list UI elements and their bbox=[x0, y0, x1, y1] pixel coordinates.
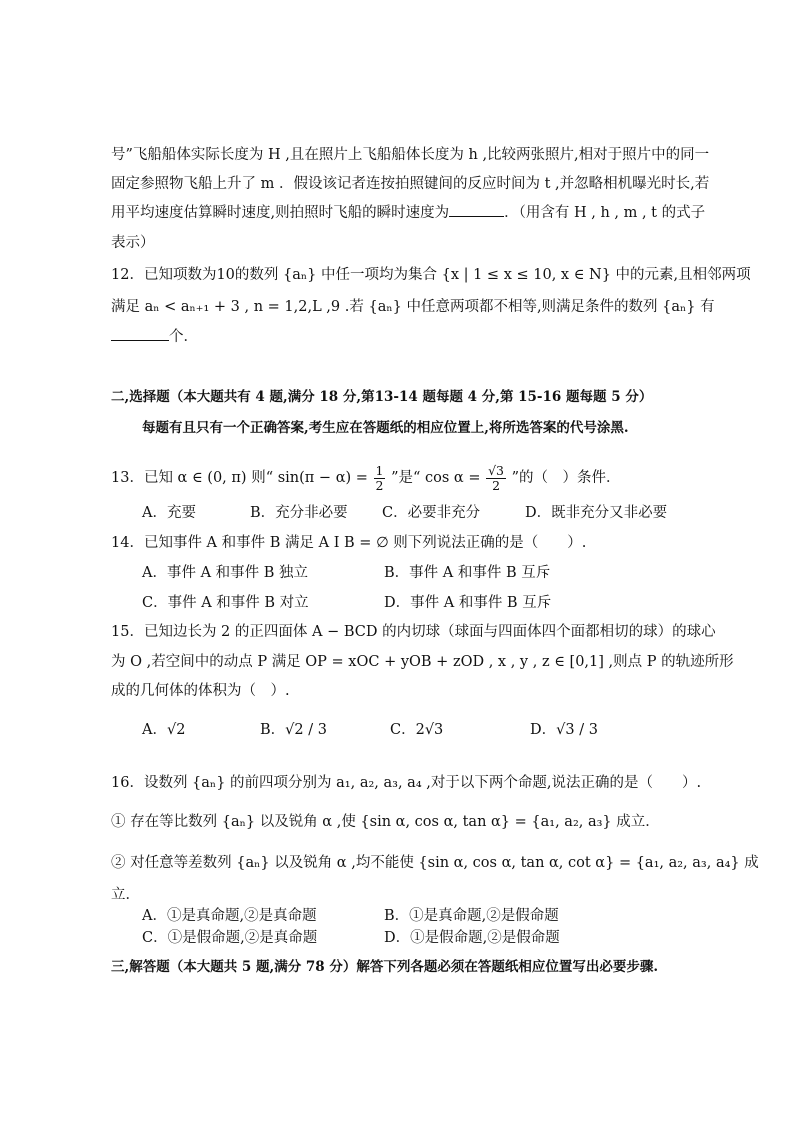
q12-line-3 bbox=[111, 327, 198, 347]
q15-option-a[interactable]: A．√2 bbox=[142, 722, 186, 738]
q11-line-3 bbox=[111, 203, 705, 223]
q13-fraction-1-num: 1 bbox=[375, 462, 384, 478]
q16-option-d[interactable]: D．①是假命题,②是假命题 bbox=[384, 930, 560, 946]
section-2-instruction: 每题有且只有一个正确答案,考生应在答题纸的相应位置上,将所选答案的代号涂黑. bbox=[142, 420, 629, 436]
q16-proposition-1: ① 存在等比数列 {aₙ} 以及锐角 α ,使 {sin α, cos α, tan α} = {a₁, a₂, a₃} 成立． bbox=[111, 814, 660, 830]
q15-option-c[interactable]: C．2√3 bbox=[390, 722, 444, 738]
q15-line-3: 成的几何体的体积为（ ）. bbox=[111, 683, 290, 699]
q16-option-b[interactable]: B．①是真命题,②是假命题 bbox=[384, 908, 559, 924]
q13-option-d[interactable]: D．既非充分又非必要 bbox=[525, 505, 668, 521]
q16-option-c[interactable]: C．①是假命题,②是真命题 bbox=[142, 930, 318, 946]
q15-line-2: 为 O ,若空间中的动点 P 满足 OP = xOC + yOB + zOD , x , y , z ∈ [0,1] ,则点 P 的轨迹所形 bbox=[111, 654, 734, 670]
q11-line-3-tail: ．（用含有 H , h , m , t 的式子 bbox=[504, 205, 706, 221]
q13-option-b[interactable]: B．充分非必要 bbox=[250, 505, 348, 521]
q13-fraction-1-den: 2 bbox=[375, 477, 384, 493]
q13-stem-part-2: ”是“ cos α = bbox=[391, 470, 481, 486]
q16-stem: 16．设数列 {aₙ} 的前四项分别为 a₁, a₂, a₃, a₄ ,对于以下两个命题,说法正确的是（ ）. bbox=[111, 775, 702, 791]
q12-line-1: 12．已知项数为10的数列 {aₙ} 中任一项均为集合 {x | 1 ≤ x ≤ 10, x ∈ N} 中的元素,且相邻两项 bbox=[111, 267, 751, 283]
q16-proposition-2-line-2: 立． bbox=[111, 887, 140, 903]
q15-line-1: 15．已知边长为 2 的正四面体 A − BCD 的内切球（球面与四面体四个面都相切的球）的球心 bbox=[111, 624, 716, 640]
q13-fraction-1 bbox=[374, 464, 386, 493]
q13-option-c[interactable]: C．必要非充分 bbox=[382, 505, 481, 521]
q16-option-a[interactable]: A．①是真命题,②是真命题 bbox=[142, 908, 317, 924]
q12-answer-blank bbox=[111, 340, 169, 341]
q14-option-c[interactable]: C．事件 A 和事件 B 对立 bbox=[142, 595, 309, 611]
q13-stem-part-1: 13．已知 α ∈ (0, π) 则“ sin(π − α) = bbox=[111, 470, 368, 486]
q11-line-3-text: 用平均速度估算瞬时速度,则拍照时飞船的瞬时速度为 bbox=[111, 205, 450, 221]
q12-line-2: 满足 aₙ < aₙ₊₁ + 3 , n = 1,2,L ,9 .若 {aₙ} 中任意两项都不相等,则满足条件的数列 {aₙ} 有 bbox=[111, 299, 715, 315]
q11-line-1: 号”飞船船体实际长度为 H ,且在照片上飞船船体长度为 h ,比较两张照片,相对于照片中的同一 bbox=[111, 147, 710, 163]
q13-stem-part-3: ”的（ ）条件． bbox=[511, 470, 621, 486]
q15-option-b[interactable]: B．√2 / 3 bbox=[260, 722, 327, 738]
q13-fraction-2-den: 2 bbox=[492, 477, 501, 493]
q14-stem: 14．已知事件 A 和事件 B 满足 A I B = ∅ 则下列说法正确的是（ ）. bbox=[111, 535, 587, 551]
q13-fraction-2 bbox=[486, 464, 506, 493]
q13-stem bbox=[111, 462, 621, 494]
q15-option-d[interactable]: D．√3 / 3 bbox=[530, 722, 598, 738]
q14-option-b[interactable]: B．事件 A 和事件 B 互斥 bbox=[384, 565, 551, 581]
q14-option-d[interactable]: D．事件 A 和事件 B 互斥 bbox=[384, 595, 552, 611]
q11-line-2: 固定参照物飞船上升了 m ．假设该记者连按拍照键间的反应时间为 t ,并忽略相机曝光时长,若 bbox=[111, 176, 710, 192]
section-2-title: 二,选择题（本大题共有 4 题,满分 18 分,第13-14 题每题 4 分,第 15-16 题每题 5 分） bbox=[111, 389, 653, 405]
q11-line-4: 表示） bbox=[111, 235, 155, 251]
q13-option-a[interactable]: A．充要 bbox=[142, 505, 196, 521]
q14-option-a[interactable]: A．事件 A 和事件 B 独立 bbox=[142, 565, 309, 581]
section-3-title: 三,解答题（本大题共 5 题,满分 78 分）解答下列各题必须在答题纸相应位置写出必要步骤. bbox=[111, 959, 659, 975]
q11-answer-blank bbox=[449, 216, 504, 217]
q12-line-3-text: 个． bbox=[169, 329, 198, 345]
q13-fraction-2-num: √3 bbox=[488, 462, 504, 478]
q16-proposition-2-line-1: ② 对任意等差数列 {aₙ} 以及锐角 α ,均不能使 {sin α, cos α, tan α, cot α} = {a₁, a₂, a₃, a₄} 成 bbox=[111, 855, 759, 871]
